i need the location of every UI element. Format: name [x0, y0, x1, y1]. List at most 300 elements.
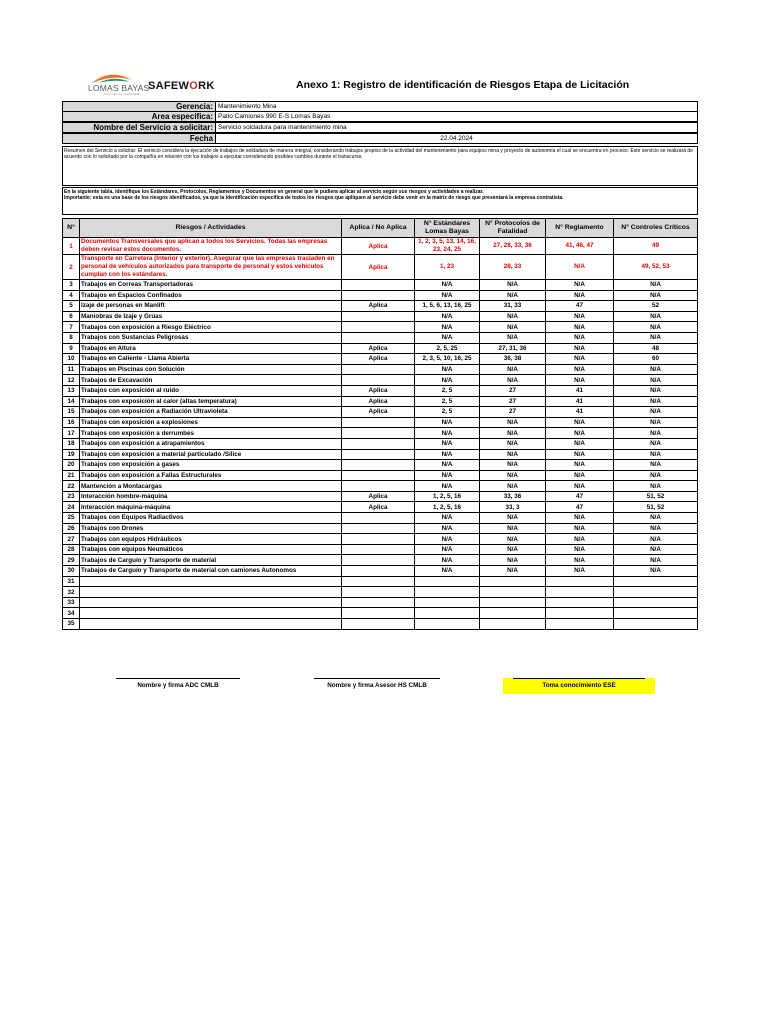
- cell-reglamento: [546, 619, 614, 630]
- cell-controles: 49: [614, 238, 698, 255]
- cell-aplica: [342, 428, 415, 439]
- cell-aplica: Aplica: [342, 407, 415, 418]
- servicio-label: Nombre del Servicio a solicitar:: [62, 122, 216, 133]
- table-row: [63, 608, 698, 619]
- cell-reglamento: N/A: [546, 364, 614, 375]
- cell-protocolos: [480, 587, 546, 598]
- table-row: [63, 238, 698, 255]
- table-row: [63, 502, 698, 513]
- table-row: [63, 311, 698, 322]
- cell-estandares: 1, 2, 3, 5, 13, 14, 16, 23, 24, 25: [415, 238, 480, 255]
- cell-controles: 51, 52: [614, 491, 698, 502]
- cell-number: 8: [63, 332, 80, 343]
- table-row: [63, 544, 698, 555]
- cell-riesgo: Trabajos con equipos Neumáticos: [80, 544, 342, 555]
- cell-reglamento: 47: [546, 491, 614, 502]
- cell-controles: N/A: [614, 438, 698, 449]
- cell-aplica: [342, 449, 415, 460]
- cell-estandares: 2, 5: [415, 396, 480, 407]
- cell-number: 5: [63, 301, 80, 312]
- cell-riesgo: Trabajos con exposición al calor (altas temperatura): [80, 396, 342, 407]
- cell-protocolos: N/A: [480, 460, 546, 471]
- cell-reglamento: 41: [546, 407, 614, 418]
- cell-reglamento: N/A: [546, 375, 614, 386]
- cell-number: 30: [63, 566, 80, 577]
- table-row: [63, 481, 698, 492]
- table-row: [63, 364, 698, 375]
- cell-riesgo: Documentos Transversales que aplican a todos los Servicios. Todas las empresas deben revisar estos documentos.: [80, 238, 342, 255]
- cell-protocolos: [480, 608, 546, 619]
- cell-estandares: 2, 3, 5, 10, 16, 25: [415, 354, 480, 365]
- cell-riesgo: Trabajos con exposición al ruido: [80, 385, 342, 396]
- cell-reglamento: [546, 576, 614, 587]
- cell-number: 29: [63, 555, 80, 566]
- cell-riesgo: Interacción hombre-máquina: [80, 491, 342, 502]
- cell-protocolos: N/A: [480, 449, 546, 460]
- cell-estandares: N/A: [415, 322, 480, 333]
- cell-controles: 48: [614, 343, 698, 354]
- cell-number: 34: [63, 608, 80, 619]
- cell-riesgo: [80, 608, 342, 619]
- cell-protocolos: N/A: [480, 555, 546, 566]
- cell-aplica: Aplica: [342, 502, 415, 513]
- cell-number: 6: [63, 311, 80, 322]
- table-row: [63, 513, 698, 524]
- cell-number: 15: [63, 407, 80, 418]
- table-row: [63, 555, 698, 566]
- signature-ese: [503, 678, 655, 694]
- cell-estandares: N/A: [415, 364, 480, 375]
- cell-protocolos: N/A: [480, 566, 546, 577]
- cell-estandares: N/A: [415, 332, 480, 343]
- table-row: [63, 576, 698, 587]
- cell-aplica: [342, 576, 415, 587]
- cell-estandares: N/A: [415, 280, 480, 291]
- cell-estandares: N/A: [415, 460, 480, 471]
- cell-estandares: [415, 619, 480, 630]
- cell-protocolos: N/A: [480, 513, 546, 524]
- cell-reglamento: N/A: [546, 460, 614, 471]
- lomas-bayas-subtitle: Una empresa GLENCORE: [104, 92, 140, 96]
- cell-protocolos: N/A: [480, 364, 546, 375]
- cell-protocolos: N/A: [480, 428, 546, 439]
- cell-controles: N/A: [614, 513, 698, 524]
- field-servicio: [62, 122, 698, 133]
- cell-aplica: [342, 332, 415, 343]
- cell-riesgo: Trabajos de Excavación: [80, 375, 342, 386]
- cell-aplica: Aplica: [342, 354, 415, 365]
- cell-aplica: [342, 322, 415, 333]
- cell-riesgo: [80, 619, 342, 630]
- cell-aplica: [342, 523, 415, 534]
- cell-protocolos: 36, 38: [480, 354, 546, 365]
- cell-reglamento: N/A: [546, 566, 614, 577]
- cell-protocolos: N/A: [480, 481, 546, 492]
- col-header: N° Estándares Lomas Bayas: [415, 219, 480, 238]
- logos: [84, 70, 294, 96]
- table-row: [63, 290, 698, 301]
- cell-riesgo: [80, 576, 342, 587]
- cell-estandares: N/A: [415, 438, 480, 449]
- cell-number: 19: [63, 449, 80, 460]
- cell-protocolos: N/A: [480, 523, 546, 534]
- cell-aplica: Aplica: [342, 396, 415, 407]
- instruccion-1: En la siguiente tabla, identifique los Estándares, Protocolos, Reglamentos y Documentos en general que le pudiera aplicar al servicio según sus riesgos y actividades a realizar.: [64, 189, 484, 195]
- cell-controles: [614, 587, 698, 598]
- cell-riesgo: Trabajos en Altura: [80, 343, 342, 354]
- cell-controles: [614, 576, 698, 587]
- cell-estandares: N/A: [415, 290, 480, 301]
- cell-number: 33: [63, 597, 80, 608]
- cell-controles: N/A: [614, 544, 698, 555]
- table-row: [63, 491, 698, 502]
- cell-reglamento: N/A: [546, 332, 614, 343]
- signature-asesor-label: Nombre y firma Asesor HS CMLB: [327, 682, 427, 689]
- cell-aplica: [342, 311, 415, 322]
- table-row: [63, 385, 698, 396]
- cell-number: 22: [63, 481, 80, 492]
- cell-aplica: [342, 544, 415, 555]
- table-row: [63, 375, 698, 386]
- cell-number: 35: [63, 619, 80, 630]
- cell-estandares: [415, 587, 480, 598]
- cell-number: 9: [63, 343, 80, 354]
- cell-number: 17: [63, 428, 80, 439]
- cell-riesgo: Trabajos en Piscinas con Solución: [80, 364, 342, 375]
- fecha-label: Fecha: [62, 133, 216, 144]
- cell-controles: N/A: [614, 417, 698, 428]
- cell-aplica: [342, 481, 415, 492]
- cell-riesgo: Trabajos con Sustancias Peligrosas: [80, 332, 342, 343]
- cell-aplica: [342, 438, 415, 449]
- cell-controles: N/A: [614, 534, 698, 545]
- cell-riesgo: Interacción máquina-máquina: [80, 502, 342, 513]
- cell-aplica: [342, 587, 415, 598]
- table-row: [63, 523, 698, 534]
- table-row: [63, 343, 698, 354]
- cell-controles: N/A: [614, 322, 698, 333]
- cell-estandares: 1, 5, 6, 13, 16, 25: [415, 301, 480, 312]
- cell-protocolos: 33, 36: [480, 491, 546, 502]
- cell-estandares: N/A: [415, 428, 480, 439]
- cell-reglamento: N/A: [546, 311, 614, 322]
- cell-riesgo: Trabajos con exposición a gases: [80, 460, 342, 471]
- cell-controles: N/A: [614, 481, 698, 492]
- cell-aplica: [342, 290, 415, 301]
- area-value: Patio Camiones 990 E-S Lomas Bayas: [216, 111, 698, 122]
- cell-number: 28: [63, 544, 80, 555]
- cell-reglamento: N/A: [546, 449, 614, 460]
- cell-protocolos: 31, 33: [480, 301, 546, 312]
- cell-aplica: [342, 555, 415, 566]
- cell-estandares: N/A: [415, 523, 480, 534]
- cell-aplica: [342, 417, 415, 428]
- cell-reglamento: N/A: [546, 481, 614, 492]
- cell-protocolos: 27: [480, 407, 546, 418]
- cell-controles: 60: [614, 354, 698, 365]
- cell-riesgo: Trabajos de Carguío y Transporte de material con camiones Autonomos: [80, 566, 342, 577]
- table-row: [63, 449, 698, 460]
- cell-number: 14: [63, 396, 80, 407]
- table-row: [63, 322, 698, 333]
- cell-protocolos: [480, 597, 546, 608]
- cell-riesgo: Trabajos con exposición a derrumbes: [80, 428, 342, 439]
- cell-aplica: Aplica: [342, 343, 415, 354]
- cell-controles: N/A: [614, 523, 698, 534]
- col-header: N° Controles Críticos: [614, 219, 698, 238]
- cell-aplica: [342, 364, 415, 375]
- cell-reglamento: N/A: [546, 555, 614, 566]
- cell-controles: N/A: [614, 280, 698, 291]
- signature-adc: [116, 678, 240, 689]
- table-row: [63, 534, 698, 545]
- cell-reglamento: 41: [546, 385, 614, 396]
- cell-number: 16: [63, 417, 80, 428]
- table-row: [63, 470, 698, 481]
- cell-number: 23: [63, 491, 80, 502]
- cell-reglamento: N/A: [546, 428, 614, 439]
- cell-controles: N/A: [614, 449, 698, 460]
- cell-number: 3: [63, 280, 80, 291]
- cell-aplica: [342, 597, 415, 608]
- cell-estandares: 2, 5: [415, 385, 480, 396]
- cell-estandares: N/A: [415, 513, 480, 524]
- cell-reglamento: N/A: [546, 354, 614, 365]
- cell-controles: 52: [614, 301, 698, 312]
- table-row: [63, 255, 698, 280]
- col-header: Aplica / No Aplica: [342, 219, 415, 238]
- cell-riesgo: Maniobras de Izaje y Grúas: [80, 311, 342, 322]
- instrucciones-box: [62, 187, 698, 215]
- col-header: Riesgos / Actividades: [80, 219, 342, 238]
- table-row: [63, 460, 698, 471]
- cell-number: 27: [63, 534, 80, 545]
- cell-estandares: N/A: [415, 417, 480, 428]
- cell-number: 12: [63, 375, 80, 386]
- cell-aplica: Aplica: [342, 385, 415, 396]
- table-row: [63, 428, 698, 439]
- cell-reglamento: N/A: [546, 544, 614, 555]
- cell-controles: N/A: [614, 385, 698, 396]
- cell-protocolos: N/A: [480, 438, 546, 449]
- cell-reglamento: 41: [546, 396, 614, 407]
- cell-reglamento: N/A: [546, 255, 614, 280]
- servicio-value: Servicio soldadura para mantenimiento mina: [216, 122, 698, 133]
- cell-riesgo: Trabajos de Carguío y Transporte de material: [80, 555, 342, 566]
- cell-reglamento: 47: [546, 301, 614, 312]
- cell-protocolos: 27: [480, 396, 546, 407]
- cell-aplica: Aplica: [342, 238, 415, 255]
- cell-riesgo: Trabajos con exposición a atrapamientos: [80, 438, 342, 449]
- field-fecha: [62, 133, 698, 144]
- cell-protocolos: N/A: [480, 544, 546, 555]
- cell-estandares: 1, 2, 5, 16: [415, 502, 480, 513]
- cell-protocolos: N/A: [480, 290, 546, 301]
- cell-riesgo: Trabajos en Correas Transportadoras: [80, 280, 342, 291]
- cell-reglamento: N/A: [546, 322, 614, 333]
- signature-ese-label: Toma conocimiento ESE: [542, 682, 616, 689]
- resumen-box: [62, 146, 698, 186]
- cell-protocolos: N/A: [480, 534, 546, 545]
- cell-aplica: [342, 470, 415, 481]
- cell-reglamento: [546, 608, 614, 619]
- cell-protocolos: 27, 31, 36: [480, 343, 546, 354]
- cell-reglamento: N/A: [546, 523, 614, 534]
- cell-number: 4: [63, 290, 80, 301]
- field-area: [62, 111, 698, 122]
- cell-number: 1: [63, 238, 80, 255]
- area-label: Area especifica:: [62, 111, 216, 122]
- cell-controles: N/A: [614, 332, 698, 343]
- cell-aplica: [342, 513, 415, 524]
- cell-number: 24: [63, 502, 80, 513]
- cell-number: 25: [63, 513, 80, 524]
- cell-aplica: [342, 566, 415, 577]
- cell-reglamento: 47: [546, 502, 614, 513]
- col-header: N° Protocolos de Fatalidad: [480, 219, 546, 238]
- cell-aplica: [342, 534, 415, 545]
- cell-protocolos: 28, 33: [480, 255, 546, 280]
- cell-aplica: Aplica: [342, 255, 415, 280]
- cell-estandares: [415, 597, 480, 608]
- table-header-row: [63, 219, 698, 238]
- instruccion-2: Importante: esta es una base de los riesgos identificados, ya que la identificación específica de todos los riesgos que apliquen al servicio debe venir en la matriz de riesgo que presentará la empresa contratista.: [64, 195, 564, 201]
- cell-estandares: N/A: [415, 555, 480, 566]
- cell-estandares: 2, 5, 25: [415, 343, 480, 354]
- cell-riesgo: Trabajos con equipos Hidráulicos: [80, 534, 342, 545]
- cell-controles: N/A: [614, 290, 698, 301]
- cell-controles: N/A: [614, 396, 698, 407]
- cell-estandares: [415, 608, 480, 619]
- cell-reglamento: N/A: [546, 470, 614, 481]
- cell-number: 21: [63, 470, 80, 481]
- gerencia-value: Mantenimiento Mina: [216, 101, 698, 112]
- table-row: [63, 417, 698, 428]
- cell-number: 10: [63, 354, 80, 365]
- document-title: Anexo 1: Registro de identificación de Riesgos Etapa de Licitación: [296, 79, 630, 91]
- cell-riesgo: Trabajos en Espacios Confinados: [80, 290, 342, 301]
- cell-protocolos: 27: [480, 385, 546, 396]
- cell-protocolos: N/A: [480, 470, 546, 481]
- table-row: [63, 619, 698, 630]
- cell-estandares: 1, 23: [415, 255, 480, 280]
- cell-riesgo: Trabajos con exposición a explosiones: [80, 417, 342, 428]
- cell-protocolos: 27, 28, 33, 36: [480, 238, 546, 255]
- cell-protocolos: N/A: [480, 332, 546, 343]
- fecha-value: 22.04.2024: [216, 133, 698, 144]
- cell-aplica: [342, 460, 415, 471]
- table-row: [63, 597, 698, 608]
- cell-number: 20: [63, 460, 80, 471]
- cell-estandares: N/A: [415, 311, 480, 322]
- cell-estandares: N/A: [415, 534, 480, 545]
- table-row: [63, 587, 698, 598]
- cell-riesgo: [80, 597, 342, 608]
- table-row: [63, 566, 698, 577]
- cell-riesgo: Trabajos con exposición a Riesgo Eléctrico: [80, 322, 342, 333]
- cell-estandares: N/A: [415, 544, 480, 555]
- cell-riesgo: Trabajos con exposición a Fallas Estructurales: [80, 470, 342, 481]
- cell-riesgo: Transporte en Carretera (Interior y exterior). Asegurar que las empresas trasladen en personal de vehículos autorizados para transporte de personal y estos vehículos cumplan con los estándares.: [80, 255, 342, 280]
- cell-aplica: [342, 608, 415, 619]
- table-row: [63, 332, 698, 343]
- table-row: [63, 280, 698, 291]
- cell-controles: N/A: [614, 375, 698, 386]
- gerencia-label: Gerencia:: [62, 101, 216, 112]
- cell-aplica: Aplica: [342, 491, 415, 502]
- cell-riesgo: [80, 587, 342, 598]
- cell-controles: N/A: [614, 364, 698, 375]
- cell-controles: N/A: [614, 566, 698, 577]
- cell-controles: N/A: [614, 470, 698, 481]
- cell-number: 26: [63, 523, 80, 534]
- cell-number: 13: [63, 385, 80, 396]
- cell-reglamento: N/A: [546, 280, 614, 291]
- cell-controles: N/A: [614, 460, 698, 471]
- cell-riesgo: Trabajos con Drones: [80, 523, 342, 534]
- cell-estandares: 2, 5: [415, 407, 480, 418]
- cell-riesgo: Trabajos con exposición a Radiación Ultravioleta: [80, 407, 342, 418]
- cell-controles: 49, 52, 53: [614, 255, 698, 280]
- cell-protocolos: N/A: [480, 375, 546, 386]
- signature-adc-label: Nombre y firma ADC CMLB: [137, 682, 219, 689]
- cell-riesgo: Izaje de personas en Manlift: [80, 301, 342, 312]
- cell-number: 2: [63, 255, 80, 280]
- cell-estandares: 1, 2, 5, 16: [415, 491, 480, 502]
- cell-number: 31: [63, 576, 80, 587]
- resumen-text: Resumen del Servicio a solicitar: El servicio considera la ejecución de trabajos de soldadura de manera integral, considerando trabajos propios de la actividad del mantenimiento para equipos mina y proyecto de autonomía el cual se encuentra en proceso. Este servicio se realizará de acuerdo con lo solicitado por la compañía en relación con los trabajos a ejecutar considerando posibles cambios durante el transcurso.: [64, 148, 693, 160]
- cell-protocolos: 33, 3: [480, 502, 546, 513]
- cell-controles: N/A: [614, 555, 698, 566]
- table-row: [63, 354, 698, 365]
- cell-number: 11: [63, 364, 80, 375]
- cell-reglamento: N/A: [546, 417, 614, 428]
- cell-estandares: N/A: [415, 470, 480, 481]
- cell-riesgo: Trabajos con exposición a material particulado /Sílice: [80, 449, 342, 460]
- cell-aplica: Aplica: [342, 301, 415, 312]
- cell-riesgo: Trabajos con Equipos Radiactivos: [80, 513, 342, 524]
- cell-estandares: N/A: [415, 481, 480, 492]
- table-row: [63, 396, 698, 407]
- cell-controles: 51, 52: [614, 502, 698, 513]
- cell-estandares: N/A: [415, 375, 480, 386]
- col-header: N°: [63, 219, 80, 238]
- cell-reglamento: N/A: [546, 513, 614, 524]
- cell-protocolos: N/A: [480, 322, 546, 333]
- cell-reglamento: [546, 597, 614, 608]
- cell-reglamento: N/A: [546, 343, 614, 354]
- cell-riesgo: Trabajos en Caliente - Llama Abierta: [80, 354, 342, 365]
- cell-aplica: [342, 375, 415, 386]
- table-row: [63, 438, 698, 449]
- safework-logo: SAFEWORK: [148, 80, 215, 92]
- cell-controles: [614, 597, 698, 608]
- signature-asesor: [314, 678, 440, 689]
- cell-number: 7: [63, 322, 80, 333]
- cell-controles: [614, 608, 698, 619]
- cell-number: 32: [63, 587, 80, 598]
- cell-aplica: [342, 280, 415, 291]
- cell-aplica: [342, 619, 415, 630]
- cell-estandares: N/A: [415, 566, 480, 577]
- cell-controles: N/A: [614, 428, 698, 439]
- cell-controles: N/A: [614, 407, 698, 418]
- cell-protocolos: N/A: [480, 280, 546, 291]
- lomas-bayas-wordmark: LOMAS BAYAS: [88, 83, 150, 93]
- table-row: [63, 407, 698, 418]
- col-header: N° Reglamento: [546, 219, 614, 238]
- cell-controles: N/A: [614, 311, 698, 322]
